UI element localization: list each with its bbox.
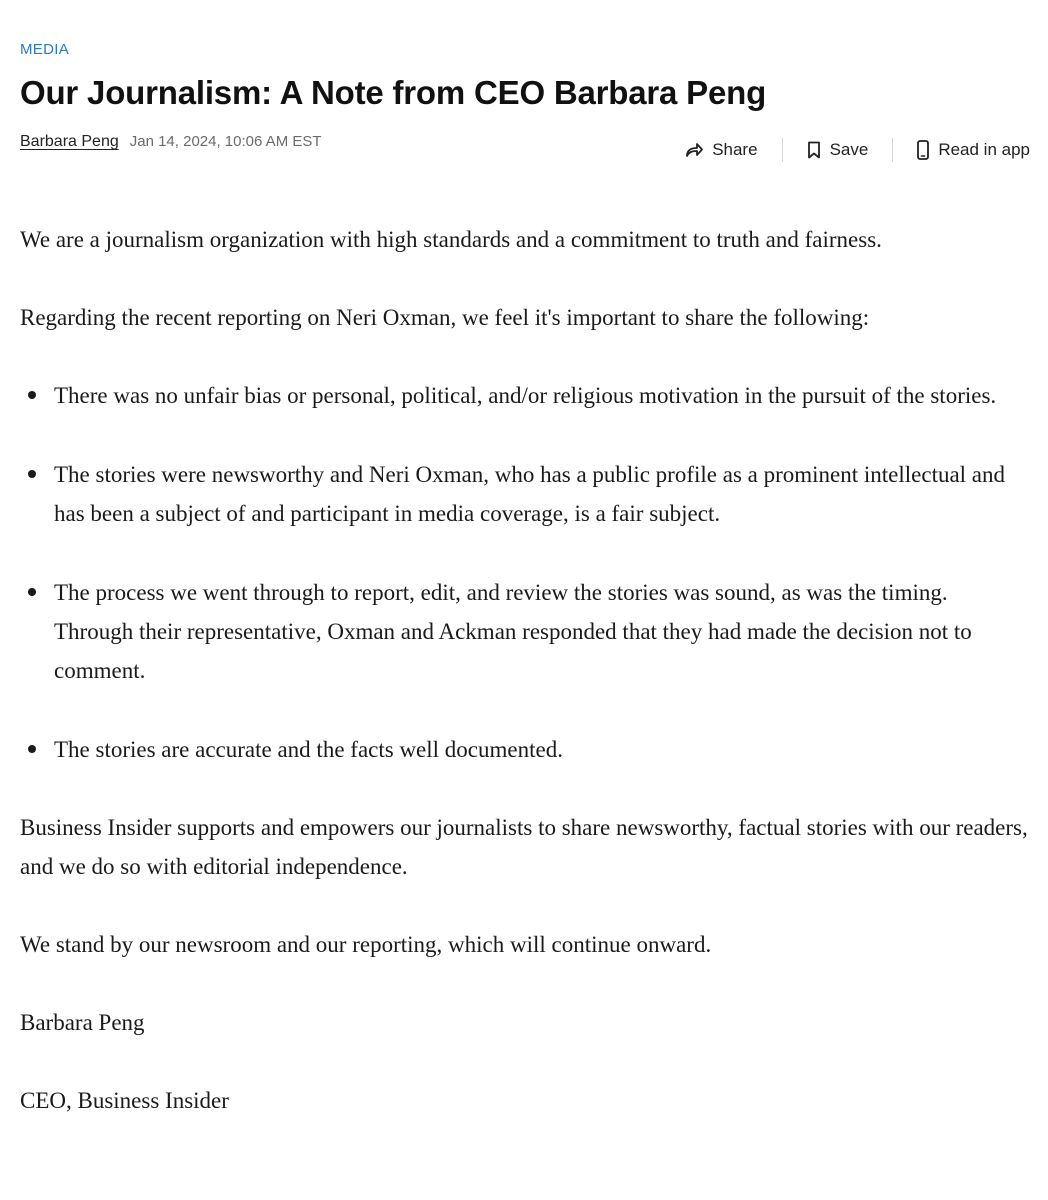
list-item: [54, 730, 1030, 769]
list-item-text: There was no unfair bias or personal, political, and/or religious motivation in the pursuit of the stories.: [54, 383, 997, 408]
read-in-app-label: Read in app: [938, 140, 1030, 159]
share-label: Share: [712, 140, 758, 159]
share-button[interactable]: [685, 136, 757, 164]
share-arrow-icon: [685, 142, 703, 158]
byline: [20, 133, 322, 151]
article-title: Our Journalism: A Note from CEO Barbara Peng: [20, 74, 767, 111]
statement-list: [20, 376, 1030, 769]
paragraph-intro: We are a journalism organization with high standards and a commitment to truth and fairness.: [20, 227, 882, 252]
paragraph-lead-in: Regarding the recent reporting on Neri Oxman, we feel it's important to share the following:: [20, 305, 870, 330]
action-divider: [892, 138, 893, 162]
article-body: [20, 220, 1030, 1159]
list-item: [54, 376, 1030, 415]
action-divider: [782, 138, 783, 162]
read-in-app-button[interactable]: [917, 136, 1030, 164]
list-item: [54, 573, 1030, 690]
publish-timestamp: Jan 14, 2024, 10:06 AM EST: [129, 133, 322, 150]
bullet-dot: [28, 588, 36, 596]
signature-name: Barbara Peng: [20, 1010, 145, 1035]
category-link[interactable]: MEDIA: [20, 41, 70, 58]
author-link[interactable]: Barbara Peng: [20, 133, 119, 150]
list-item-text: The process we went through to report, edit, and review the stories was sound, as was the timing. Through their representative, Oxman and Ackman responded that they had made the decision not to comment.: [54, 580, 972, 683]
save-label: Save: [829, 140, 869, 159]
paragraph-closing: We stand by our newsroom and our reporting, which will continue onward.: [20, 932, 712, 957]
phone-icon: [917, 140, 929, 160]
bullet-dot: [28, 470, 36, 478]
list-item-text: The stories were newsworthy and Neri Oxman, who has a public profile as a prominent intellectual and has been a subject of and participant in media coverage, is a fair subject.: [54, 462, 1006, 526]
paragraph-support: Business Insider supports and empowers our journalists to share newsworthy, factual stories with our readers, and we do so with editorial independence.: [20, 815, 1028, 879]
list-item-text: The stories are accurate and the facts well documented.: [54, 737, 563, 762]
bookmark-icon: [807, 141, 821, 159]
bullet-dot: [28, 391, 36, 399]
signature-title: CEO, Business Insider: [20, 1088, 229, 1113]
save-button[interactable]: [807, 136, 869, 164]
bullet-dot: [28, 745, 36, 753]
list-item: [54, 455, 1030, 533]
article-actions: [685, 136, 1030, 164]
